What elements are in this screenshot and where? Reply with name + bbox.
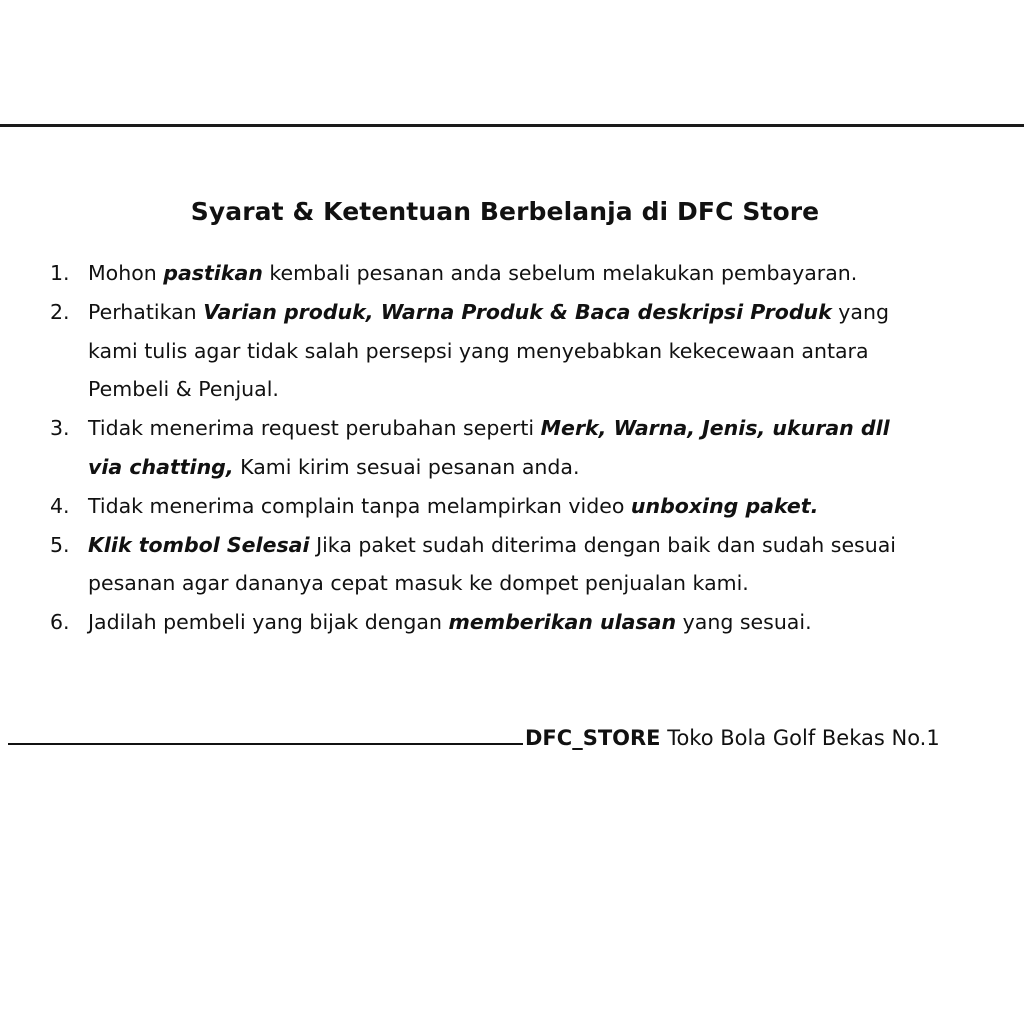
term-line: Jadilah pembeli yang bijak dengan memberikan ulasan yang sesuai. [88, 610, 812, 635]
term-emphasis: Varian produk, Warna Produk & Baca deskripsi Produk [203, 299, 832, 324]
term-item-5 [50, 526, 1012, 604]
term-line: Pembeli & Penjual. [88, 377, 279, 402]
term-emphasis: via chatting, [88, 454, 234, 479]
term-line: Tidak menerima request perubahan seperti Merk, Warna, Jenis, ukuran dll [88, 416, 890, 441]
term-number: 6. [50, 610, 70, 635]
term-line: kami tulis agar tidak salah persepsi yang menyebabkan kekecewaan antara [88, 338, 869, 363]
term-line: Klik tombol Selesai Jika paket sudah diterima dengan baik dan sudah sesuai [88, 532, 896, 557]
store-tagline: Toko Bola Golf Bekas No.1 [660, 726, 940, 750]
term-line: via chatting, Kami kirim sesuai pesanan anda. [88, 454, 580, 479]
terms-list [50, 254, 1012, 642]
signature-underline [8, 721, 523, 745]
term-item-1 [50, 254, 1012, 293]
top-divider [0, 124, 1024, 127]
term-emphasis: Klik tombol Selesai [88, 532, 310, 557]
term-line: Perhatikan Varian produk, Warna Produk & Baca deskripsi Produk yang [88, 299, 889, 324]
term-number: 4. [50, 493, 70, 518]
signature-line [8, 718, 1008, 758]
store-name: DFC_STORE [525, 726, 661, 750]
term-number: 2. [50, 299, 70, 324]
term-item-2 [50, 293, 1012, 409]
term-line: Tidak menerima complain tanpa melampirkan video unboxing paket. [88, 493, 819, 518]
term-number: 5. [50, 532, 70, 557]
term-emphasis: pastikan [163, 261, 263, 285]
term-emphasis: unboxing paket. [630, 493, 819, 518]
term-item-4 [50, 487, 1012, 526]
term-emphasis: memberikan ulasan [448, 610, 677, 635]
document-title: Syarat & Ketentuan Berbelanja di DFC Store [190, 197, 820, 226]
term-number: 3. [50, 416, 70, 441]
term-line: Mohon pastikan kembali pesanan anda sebelum melakukan pembayaran. [88, 261, 858, 285]
term-item-6 [50, 603, 1012, 642]
term-line: pesanan agar dananya cepat masuk ke dompet penjualan kami. [88, 571, 749, 596]
term-number: 1. [50, 261, 70, 285]
term-item-3 [50, 409, 1012, 487]
term-emphasis: Merk, Warna, Jenis, ukuran dll [540, 416, 890, 441]
